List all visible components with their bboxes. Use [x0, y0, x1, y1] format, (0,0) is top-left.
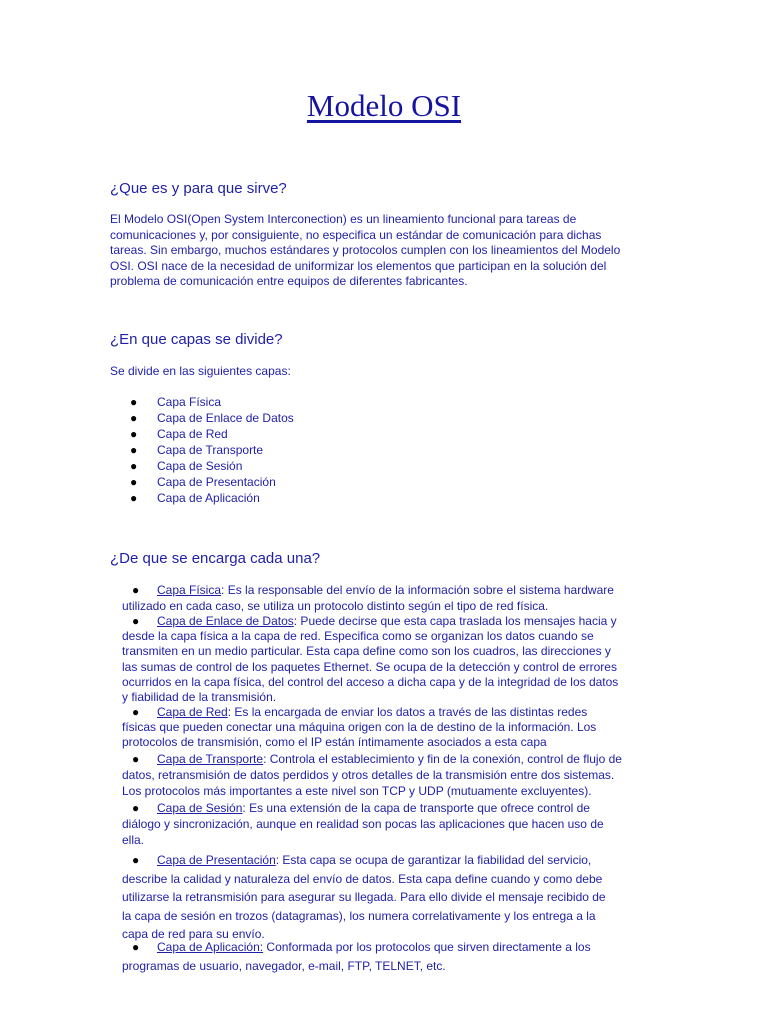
heading-encarga: ¿De que se encarga cada una?	[110, 550, 321, 567]
detail-line: la capa de sesión en trozos (datagramas), los numera correlativamente y los entrega a la	[122, 908, 596, 923]
heading-que-es: ¿Que es y para que sirve?	[110, 180, 287, 197]
detail-first-line: ● Capa de Sesión: Es una extensión de la capa de transporte que ofrece control de	[132, 801, 590, 815]
layer-detail-aplicacion	[122, 938, 662, 976]
detail-line: desde la capa física a la capa de red. Especifica como se organizan los datos cuando se	[122, 629, 594, 644]
page-title: Modelo OSI	[306, 88, 462, 123]
bullet-icon: ●	[132, 614, 140, 628]
capas-list	[110, 394, 294, 506]
detail-line: utilizado en cada caso, se utiliza un protocolo distinto según el tipo de red física.	[122, 598, 549, 613]
detail-first-line: ● Capa de Transporte: Controla el establecimiento y fin de la conexión, control de flujo de	[132, 752, 622, 766]
heading-capas: ¿En que capas se divide?	[110, 331, 283, 348]
layer-term: Capa de Transporte	[157, 752, 264, 766]
layer-detail-enlace	[122, 614, 662, 705]
detail-line: las sumas de control de los paquetes Ethernet. Se ocupa de la detección y control de errores	[122, 659, 617, 674]
list-item: ● Capa de Sesión	[130, 459, 243, 473]
layer-detail-red	[122, 705, 662, 751]
bullet-icon: ●	[132, 705, 140, 719]
layer-term: Capa de Red	[157, 705, 228, 719]
layer-term: Capa de Aplicación:	[157, 940, 264, 954]
layer-term: Capa de Enlace de Datos	[157, 614, 294, 628]
detail-first-line: ● Capa de Enlace de Datos: Puede decirse que esta capa traslada los mensajes hacia y	[132, 614, 617, 628]
layer-term: Capa de Sesión	[157, 801, 243, 815]
layer-detail-presentacion	[122, 851, 662, 944]
list-item: ● Capa de Aplicación	[130, 491, 260, 505]
paragraph-que-es	[110, 212, 658, 290]
capas-intro: Se divide en las siguientes capas:	[110, 364, 291, 378]
list-item: ● Capa Física	[130, 395, 222, 409]
bullet-icon: ●	[130, 395, 138, 409]
list-item: ● Capa de Transporte	[130, 443, 264, 457]
list-item: ● Capa de Presentación	[130, 475, 276, 489]
paragraph-line: tareas. Sin embargo, muchos estándares y protocolos cumplen con los lineamientos del Modelo	[110, 243, 621, 258]
bullet-icon: ●	[130, 475, 138, 489]
paragraph-line: OSI. OSI nace de la necesidad de uniformizar los elementos que participan en la solución del	[110, 258, 607, 273]
layer-detail-fisica	[122, 583, 662, 614]
detail-line: Los protocolos más importantes a este nivel son TCP y UDP (mutuamente excluyentes).	[122, 783, 592, 798]
paragraph-line: problema de comunicación entre equipos de diferentes fabricantes.	[110, 274, 468, 289]
layer-term: Capa de Presentación	[157, 853, 276, 867]
detail-line: transmiten en un medio particular. Esta capa define como son los cuadros, las direcciones y	[122, 644, 611, 659]
list-item: ● Capa de Red	[130, 427, 228, 441]
detail-first-line: ● Capa de Presentación: Esta capa se ocupa de garantizar la fiabilidad del servicio,	[122, 851, 662, 870]
detail-line: diálogo y sincronización, aunque en realidad son pocas las aplicaciones que hacen uso de	[122, 816, 604, 831]
bullet-icon: ●	[132, 853, 140, 867]
bullet-icon: ●	[130, 427, 138, 441]
detail-line: ocurridos en la capa física, del control del acceso a dicha capa y de la integridad de los datos	[122, 674, 619, 689]
bullet-icon: ●	[130, 459, 138, 473]
detail-line: ella.	[122, 832, 145, 847]
bullet-icon: ●	[132, 752, 140, 766]
layer-detail-sesion	[122, 801, 662, 848]
detail-line: utilizarse la retransmisión para asegurar su llegada. Para ello divide el mensaje recibido de	[122, 890, 606, 905]
detail-first-line: ● Capa Física: Es la responsable del envío de la información sobre el sistema hardware	[132, 583, 614, 597]
list-item: ● Capa de Enlace de Datos	[130, 411, 294, 425]
layer-term: Capa Física	[157, 583, 222, 597]
bullet-icon: ●	[132, 801, 140, 815]
detail-line: capa de red para su envío.	[122, 927, 265, 942]
paragraph-line: El Modelo OSI(Open System Interconection) es un lineamiento funcional para tareas de	[110, 212, 577, 226]
paragraph-line: comunicaciones y, por consiguiente, no especifica un estándar de comunicación para dichas	[110, 227, 602, 242]
layer-detail-transporte	[122, 752, 662, 799]
detail-line: describe la calidad y naturaleza del envío de datos. Esta capa define cuando y como debe	[122, 871, 603, 886]
detail-line: físicas que pueden conectar una máquina origen con la de destino de la información. Los	[122, 720, 597, 735]
bullet-icon: ●	[132, 940, 140, 954]
detail-line: protocolos de transmisión, como el IP están íntimamente asociados a esta capa	[122, 735, 547, 750]
bullet-icon: ●	[130, 491, 138, 505]
detail-line: programas de usuario, navegador, e-mail, FTP, TELNET, etc.	[122, 959, 446, 973]
detail-line: y fiabilidad de la transmisión.	[122, 690, 277, 705]
bullet-icon: ●	[132, 583, 140, 597]
bullet-icon: ●	[130, 443, 138, 457]
detail-line: datos, retransmisión de datos perdidos y otros detalles de la transmisión entre dos sistemas.	[122, 767, 615, 782]
bullet-icon: ●	[130, 411, 138, 425]
detail-first-line: ● Capa de Red: Es la encargada de enviar los datos a través de las distintas redes	[132, 705, 588, 719]
detail-first-line: ● Capa de Aplicación: Conformada por los protocolos que sirven directamente a los	[122, 938, 662, 957]
